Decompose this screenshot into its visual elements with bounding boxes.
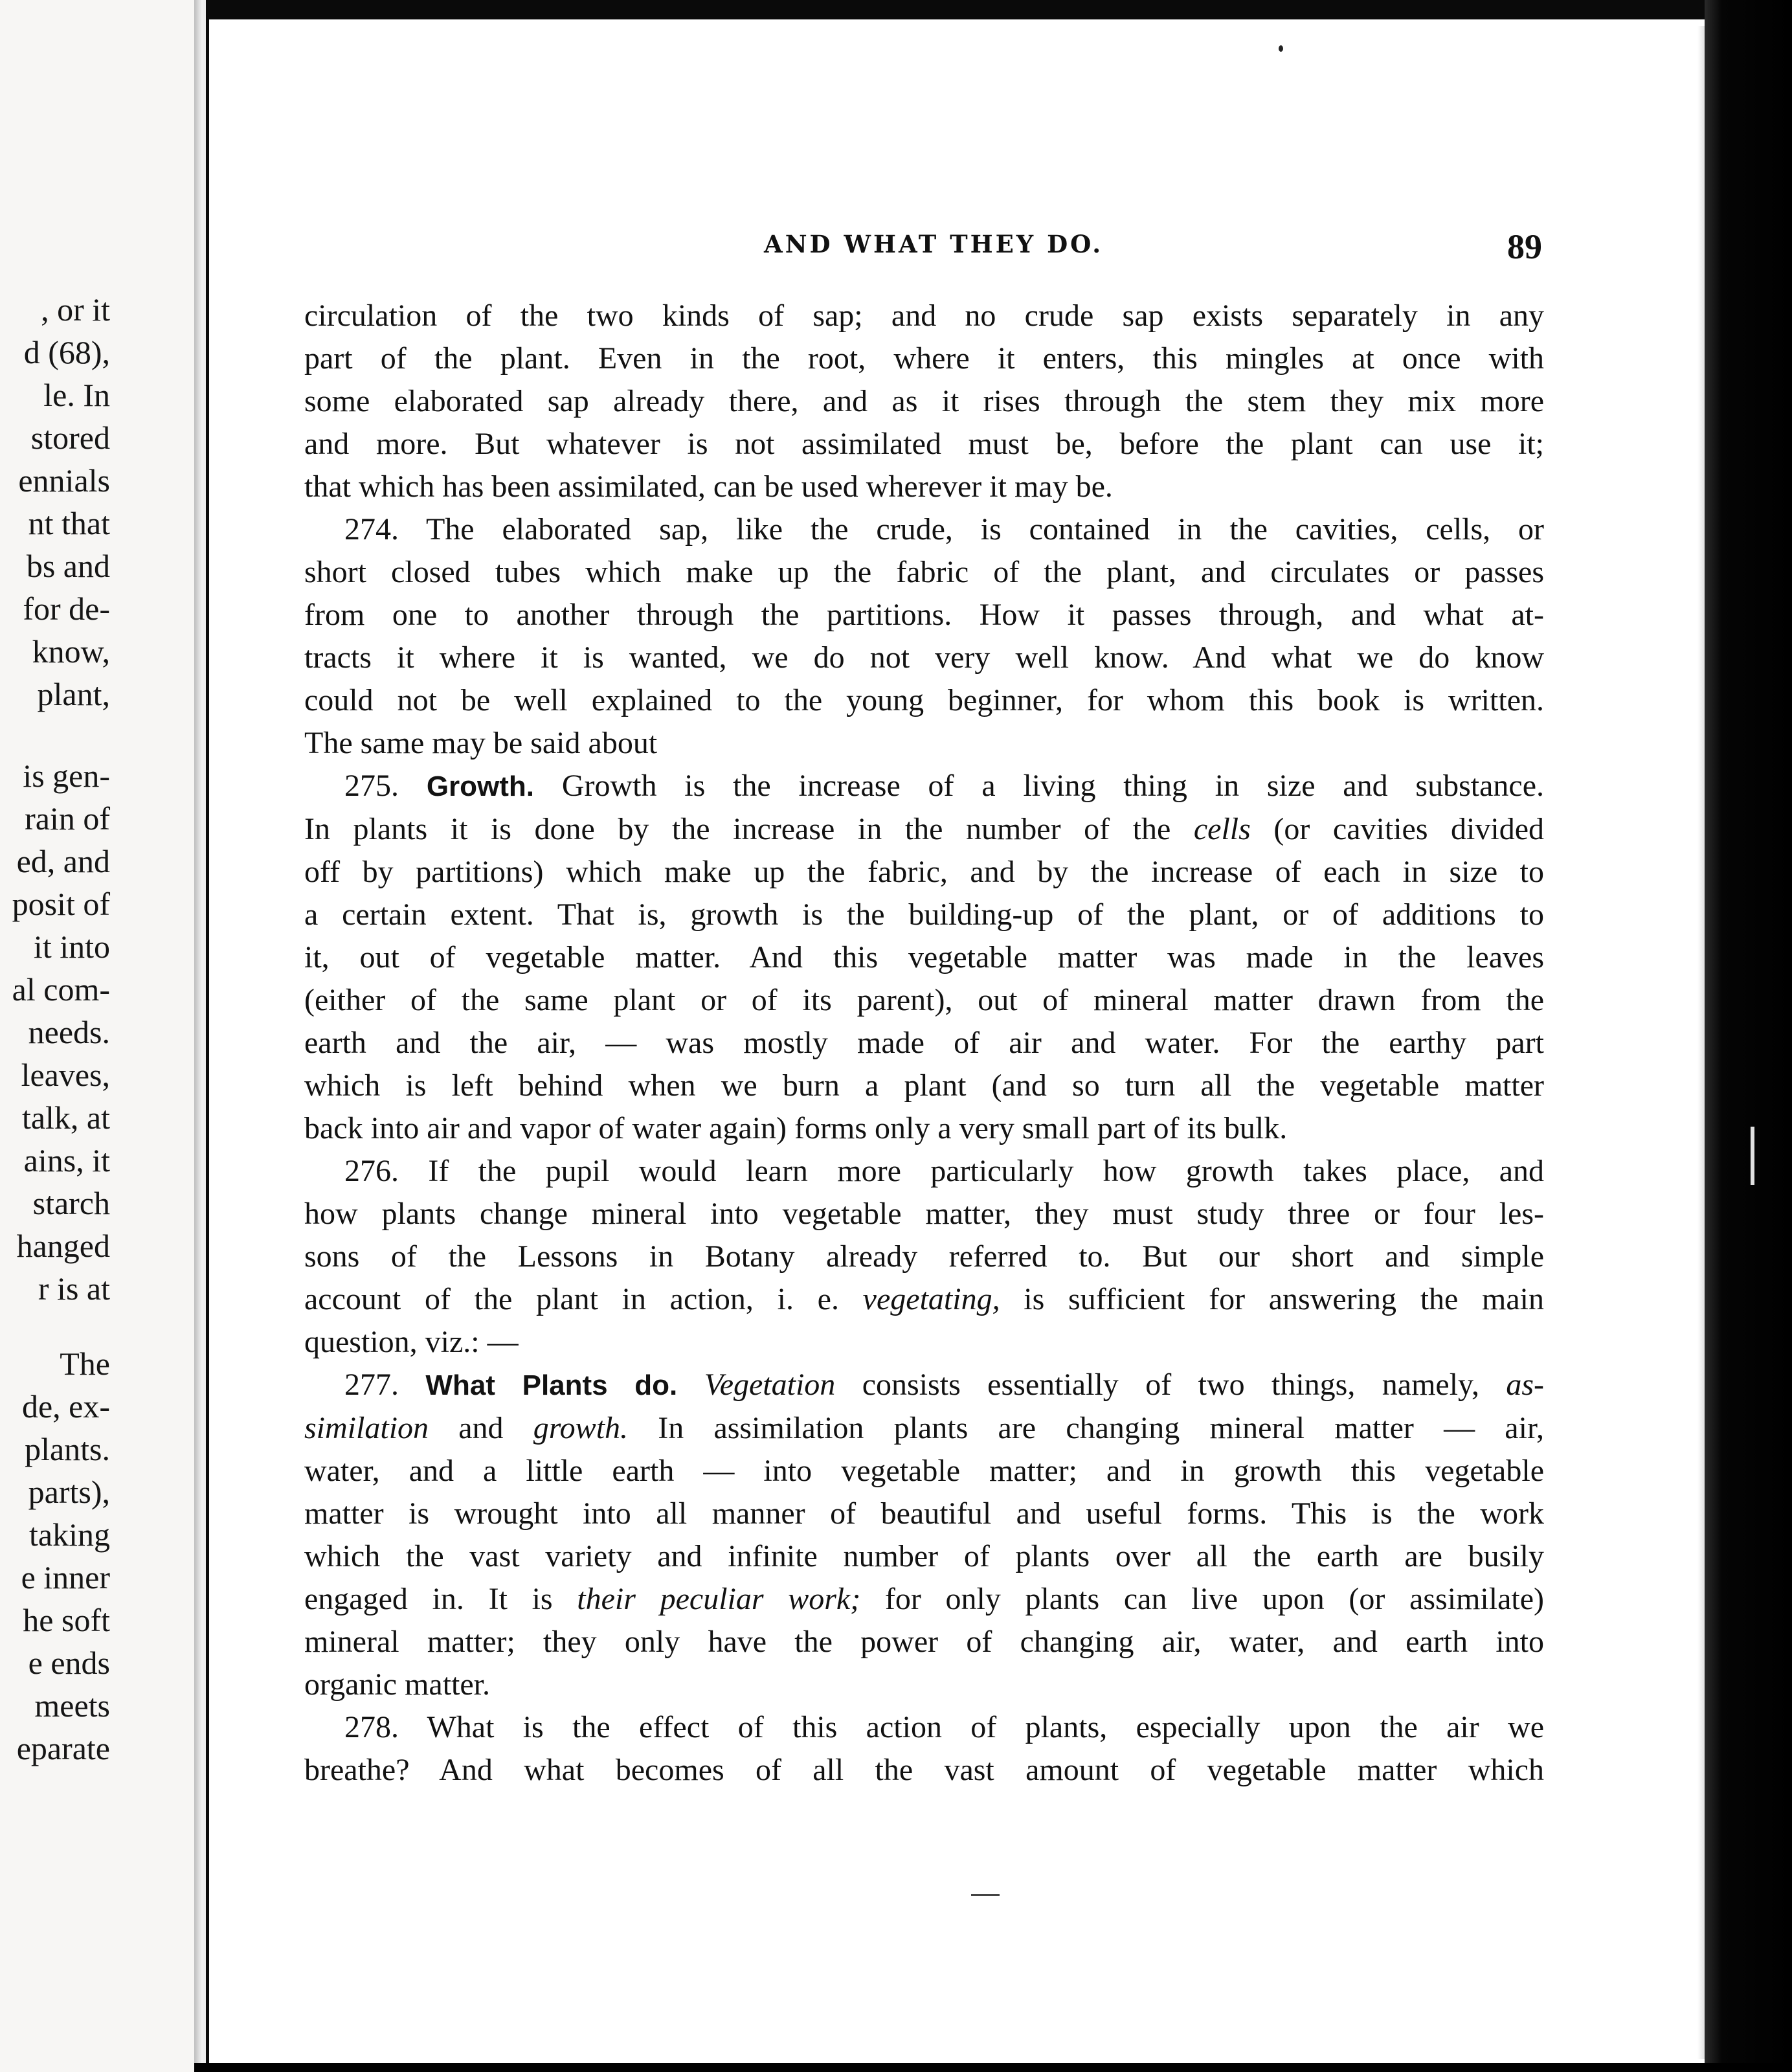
previous-page-line: de, ex- xyxy=(21,1388,110,1424)
ink-speck xyxy=(1279,45,1283,52)
text-line: part of the plant. Even in the root, where it enters, this mingles at once with xyxy=(304,341,1544,376)
previous-page-line: e inner xyxy=(21,1559,110,1595)
text-run: In plants it is done by the increase in the number of the xyxy=(304,812,1171,846)
previous-page-line: le. In xyxy=(43,377,110,413)
italic-term: growth. xyxy=(533,1411,629,1445)
text-run: is sufficient for answering the main xyxy=(1024,1282,1545,1316)
previous-page-line: know, xyxy=(32,633,110,670)
italic-term: similation xyxy=(304,1411,429,1445)
previous-page-line: eparate xyxy=(16,1730,110,1766)
text-line: back into air and vapor of water again) forms only a very small part of its bulk. xyxy=(304,1111,1288,1145)
text-line: earth and the air, — was mostly made of air and water. For the earthy part xyxy=(304,1026,1544,1060)
scan-mark xyxy=(1751,1127,1754,1185)
scan-right-border xyxy=(1705,0,1792,2072)
previous-page-line: al com- xyxy=(12,971,110,1008)
text-line: a certain extent. That is, growth is the building-up of the plant, or of additions to xyxy=(304,897,1544,932)
text-line: and more. But whatever is not assimilated must be, before the plant can use it; xyxy=(304,427,1544,461)
previous-page-line: stored xyxy=(30,420,110,456)
section-heading-what-plants-do: What Plants do. xyxy=(425,1369,678,1401)
previous-page-line: he soft xyxy=(23,1602,110,1638)
paragraph-continued xyxy=(304,295,1544,508)
paragraph-275-growth xyxy=(304,765,1544,1150)
italic-term: Vegetation xyxy=(704,1368,836,1402)
text-run: In assimilation plants are changing mineral matter — air, xyxy=(658,1411,1545,1445)
previous-page-line: needs. xyxy=(28,1014,110,1050)
previous-page-line: e ends xyxy=(28,1645,110,1681)
body-text xyxy=(304,295,1544,1792)
text-line xyxy=(304,1407,1544,1450)
text-line: (either of the same plant or of its parent), out of mineral matter drawn from the xyxy=(304,983,1544,1017)
text-line: sons of the Lessons in Botany already referred to. But our short and simple xyxy=(304,1239,1544,1274)
italic-term: as- xyxy=(1506,1368,1545,1402)
text-line xyxy=(304,1364,1544,1407)
italic-term: vegetating, xyxy=(862,1282,1000,1316)
previous-page-text xyxy=(0,288,110,1770)
scan-bottom-border xyxy=(194,2063,1792,2072)
previous-page-line: The xyxy=(60,1346,110,1382)
previous-page-line: is gen- xyxy=(23,758,110,794)
text-line: how plants change mineral into vegetable matter, they must study three or four les- xyxy=(304,1197,1544,1231)
text-line: which the vast variety and infinite number of plants over all the earth are busily xyxy=(304,1539,1544,1573)
paragraph-number: 275. xyxy=(344,769,399,803)
text-line: breathe? And what becomes of all the vast amount of vegetable matter which xyxy=(304,1753,1544,1787)
text-line xyxy=(304,1578,1544,1621)
text-line: tracts it where it is wanted, we do not very well know. And what we do know xyxy=(304,640,1544,675)
section-heading-growth: Growth. xyxy=(426,771,535,802)
text-line xyxy=(304,765,1544,808)
previous-page-line: ains, it xyxy=(23,1142,110,1178)
text-line: from one to another through the partitions. How it passes through, and what at- xyxy=(304,598,1544,632)
footer-mark xyxy=(971,1894,1000,1896)
text-line xyxy=(304,1278,1544,1321)
italic-term: cells xyxy=(1193,812,1251,846)
text-line: some elaborated sap already there, and as it rises through the stem they mix more xyxy=(304,384,1544,418)
previous-page-line: leaves, xyxy=(21,1057,110,1093)
previous-page-line: for de- xyxy=(23,591,110,627)
scan-top-border xyxy=(209,0,1711,19)
italic-term: their peculiar work; xyxy=(577,1582,861,1616)
text-run: account of the plant in action, i. e. xyxy=(304,1282,839,1316)
previous-page-line: talk, at xyxy=(21,1099,110,1136)
text-line: matter is wrought into all manner of beautiful and useful forms. This is the work xyxy=(304,1496,1544,1531)
text-line: mineral matter; they only have the power of changing air, water, and earth into xyxy=(304,1625,1544,1659)
text-run: consists essentially of two things, namely, xyxy=(862,1368,1479,1402)
text-line: The same may be said about xyxy=(304,726,658,760)
text-run: and xyxy=(458,1411,504,1445)
previous-page-line: posit of xyxy=(12,886,110,922)
previous-page-line: it into xyxy=(33,929,110,965)
text-run: (or cavities divided xyxy=(1273,812,1545,846)
previous-page-edge xyxy=(0,0,194,2072)
previous-page-line: starch xyxy=(32,1185,110,1221)
text-line: 276. If the pupil would learn more particularly how growth takes place, and xyxy=(344,1154,1544,1188)
text-line: short closed tubes which make up the fabric of the plant, and circulates or passes xyxy=(304,555,1544,589)
previous-page-line: ennials xyxy=(18,462,110,499)
text-line: could not be well explained to the young beginner, for whom this book is written. xyxy=(304,683,1544,717)
previous-page-line: r is at xyxy=(38,1270,110,1307)
text-line: question, viz.: — xyxy=(304,1325,519,1359)
text-line: organic matter. xyxy=(304,1667,491,1702)
previous-page-line: plants. xyxy=(25,1431,110,1467)
previous-page-line: , or it xyxy=(41,291,110,328)
text-line: that which has been assimilated, can be used wherever it may be. xyxy=(304,469,1113,504)
running-head: AND WHAT THEY DO. xyxy=(764,230,1104,258)
previous-page-line: ed, and xyxy=(16,843,110,879)
previous-page-line: hanged xyxy=(16,1228,110,1264)
text-run: engaged in. It is xyxy=(304,1582,553,1616)
line-gap xyxy=(0,715,110,754)
previous-page-line: plant, xyxy=(37,676,110,712)
paragraph-277-what-plants-do xyxy=(304,1364,1544,1706)
previous-page-line: meets xyxy=(34,1687,110,1724)
paragraph-274 xyxy=(304,508,1544,765)
text-line: off by partitions) which make up the fabric, and by the increase of each in size to xyxy=(304,855,1544,889)
text-line xyxy=(304,808,1544,851)
page-number: 89 xyxy=(1507,227,1542,266)
previous-page-line: bs and xyxy=(26,548,110,584)
text-run: for only plants can live upon (or assimilate) xyxy=(884,1582,1545,1616)
text-line: it, out of vegetable matter. And this vegetable matter was made in the leaves xyxy=(304,940,1544,974)
text-run: Growth is the increase of a living thing in size and substance. xyxy=(561,769,1545,803)
text-line: 278. What is the effect of this action of plants, especially upon the air we xyxy=(344,1710,1544,1744)
text-line: water, and a little earth — into vegetable matter; and in growth this vegetable xyxy=(304,1454,1544,1488)
previous-page-line: nt that xyxy=(28,505,110,541)
text-line: which is left behind when we burn a plant (and so turn all the vegetable matter xyxy=(304,1068,1544,1103)
paragraph-276 xyxy=(304,1150,1544,1364)
previous-page-line: taking xyxy=(29,1516,110,1553)
paragraph-number: 277. xyxy=(344,1368,399,1402)
text-line: 274. The elaborated sap, like the crude, is contained in the cavities, cells, or xyxy=(344,512,1544,546)
previous-page-line: parts), xyxy=(28,1474,110,1510)
text-line: circulation of the two kinds of sap; and no crude sap exists separately in any xyxy=(304,298,1544,333)
line-gap xyxy=(0,1310,110,1342)
previous-page-line: d (68), xyxy=(23,334,110,370)
paragraph-278 xyxy=(304,1706,1544,1792)
previous-page-line: rain of xyxy=(25,800,110,837)
